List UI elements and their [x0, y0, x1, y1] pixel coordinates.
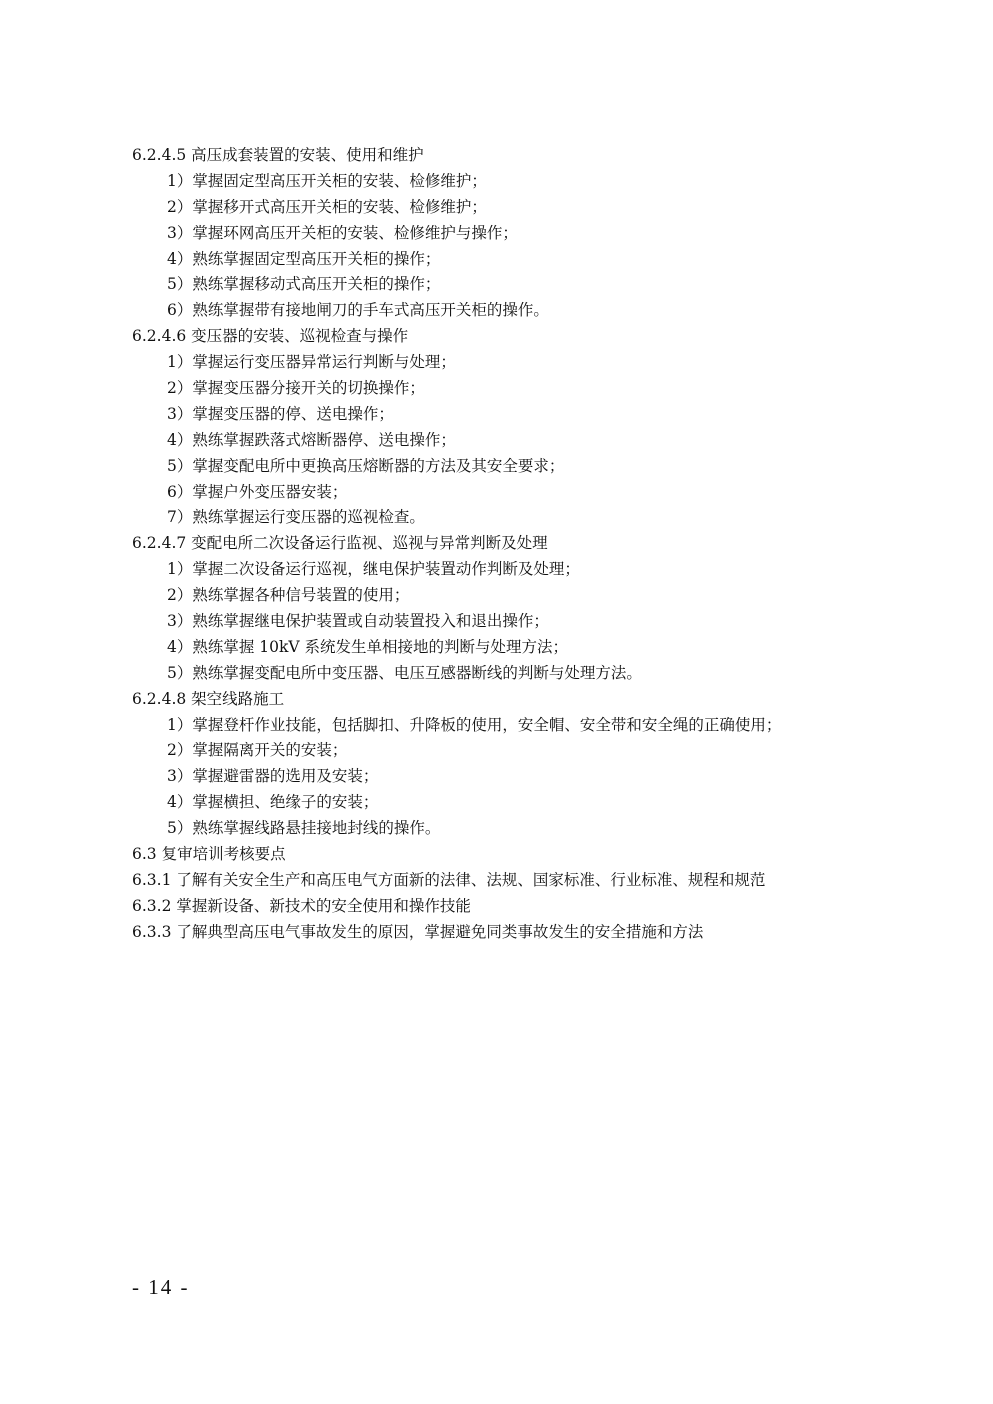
list-item: 2）掌握变压器分接开关的切换操作；: [167, 379, 425, 398]
list-item: 5）熟练掌握变配电所中变压器、电压互感器断线的判断与处理方法。: [167, 663, 642, 682]
section-heading: 6.2.4.6 变压器的安装、巡视检查与操作: [132, 327, 409, 346]
list-item: 2）掌握隔离开关的安装；: [167, 741, 348, 760]
section-heading: 6.2.4.8 架空线路施工: [132, 689, 285, 708]
page-number: - 14 -: [132, 1275, 190, 1299]
section-heading: 6.3.1 了解有关安全生产和高压电气方面新的法律、法规、国家标准、行业标准、规程和规范: [132, 870, 766, 889]
list-item: 6）熟练掌握带有接地闸刀的手车式高压开关柜的操作。: [167, 301, 549, 320]
list-item: 7）熟练掌握运行变压器的巡视检查。: [167, 508, 425, 527]
list-item: 5）熟练掌握线路悬挂接地封线的操作。: [167, 819, 441, 838]
list-item: 2）掌握移开式高压开关柜的安装、检修维护；: [167, 197, 487, 216]
list-item: 5）熟练掌握移动式高压开关柜的操作；: [167, 275, 441, 294]
list-item: 1）掌握固定型高压开关柜的安装、检修维护；: [167, 171, 487, 190]
list-item: 2）熟练掌握各种信号装置的使用；: [167, 586, 410, 605]
section-heading: 6.2.4.7 变配电所二次设备运行监视、巡视与异常判断及处理: [132, 534, 548, 553]
list-item: 3）掌握避雷器的选用及安装；: [167, 767, 379, 786]
list-item: 3）掌握环网高压开关柜的安装、检修维护与操作；: [167, 223, 518, 242]
section-heading: 6.3.3 了解典型高压电气事故发生的原因，掌握避免同类事故发生的安全措施和方法: [132, 922, 704, 941]
list-item: 4）熟练掌握固定型高压开关柜的操作；: [167, 249, 441, 268]
section-heading: 6.3 复审培训考核要点: [132, 845, 286, 864]
list-item: 4）掌握横担、绝缘子的安装；: [167, 793, 379, 812]
document-body: [132, 143, 892, 946]
list-item: 6）掌握户外变压器安装；: [167, 482, 348, 501]
list-item: 3）掌握变压器的停、送电操作；: [167, 404, 394, 423]
section-heading: 6.3.2 掌握新设备、新技术的安全使用和操作技能: [132, 896, 471, 915]
list-item: 5）掌握变配电所中更换高压熔断器的方法及其安全要求；: [167, 456, 565, 475]
list-item: 1）掌握登杆作业技能，包括脚扣、升降板的使用，安全帽、安全带和安全绳的正确使用；: [167, 715, 782, 734]
list-item: 4）熟练掌握 10kV 系统发生单相接地的判断与处理方法；: [167, 637, 569, 656]
list-item: 1）掌握二次设备运行巡视，继电保护装置动作判断及处理；: [167, 560, 580, 579]
list-item: 1）掌握运行变压器异常运行判断与处理；: [167, 353, 456, 372]
list-item: 3）熟练掌握继电保护装置或自动装置投入和退出操作；: [167, 612, 549, 631]
list-item: 4）熟练掌握跌落式熔断器停、送电操作；: [167, 430, 456, 449]
section-heading: 6.2.4.5 高压成套装置的安装、使用和维护: [132, 146, 424, 164]
